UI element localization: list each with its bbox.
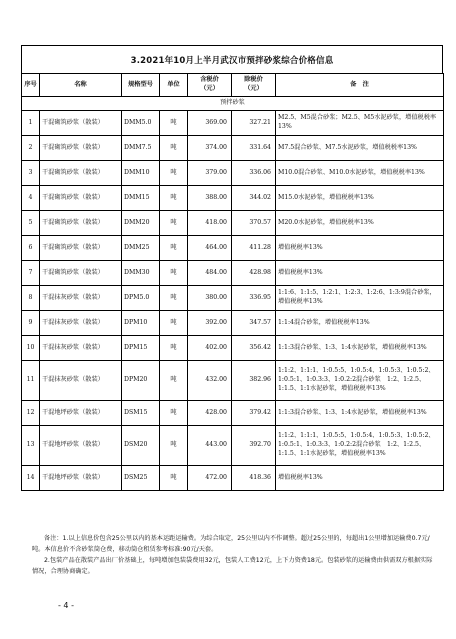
cell-notax-price: 379.42: [232, 401, 276, 426]
cell-tax-price: 388.00: [188, 186, 232, 211]
cell-notax-price: 336.95: [232, 286, 276, 311]
header-name: 名称: [40, 74, 122, 97]
cell-name: 干混地坪砂浆（散装）: [40, 426, 122, 466]
cell-name: 干混抹灰砂浆（散装）: [40, 311, 122, 336]
cell-no: 7: [22, 261, 40, 286]
cell-notax-price: 392.70: [232, 426, 276, 466]
cell-name: 干混地坪砂浆（散装）: [40, 466, 122, 491]
cell-tax-price: 402.00: [188, 336, 232, 361]
cell-unit: 吨: [160, 236, 188, 261]
cell-no: 10: [22, 336, 40, 361]
cell-unit: 吨: [160, 186, 188, 211]
cell-spec: DSM25: [122, 466, 160, 491]
cell-tax-price: 428.00: [188, 401, 232, 426]
table-header-row: [22, 74, 444, 97]
cell-tax-price: 369.00: [188, 111, 232, 136]
header-unit: 单位: [160, 74, 188, 97]
cell-name: 干混砌筑砂浆（散装）: [40, 236, 122, 261]
cell-spec: DPM15: [122, 336, 160, 361]
cell-remark: 增值税税率13%: [276, 236, 444, 261]
cell-spec: DMM30: [122, 261, 160, 286]
table-row: [22, 311, 444, 336]
header-spec: 规格型号: [122, 74, 160, 97]
table-row: [22, 111, 444, 136]
cell-remark: 1:1:2、1:1:1、1:0.5:5、1:0.5:4、1:0.5:3、1:0.5:2、1:0.5:1、1:0.3:3、1:0.2:2混合砂浆 1:2、1:2.5、1:1.5、1:1水泥砂浆，增值税税率13%: [276, 361, 444, 401]
cell-unit: 吨: [160, 361, 188, 401]
cell-name: 干混地坪砂浆（散装）: [40, 401, 122, 426]
cell-name: 干混砌筑砂浆（散装）: [40, 136, 122, 161]
note-2: 2.包装产品在散装产品出厂价基础上，每吨增加包装袋费用32元，包装人工费12元，上下力资费18元。包装砂浆的运输费由供需双方根据实际情况，合理协商确定。: [32, 556, 433, 575]
cell-no: 2: [22, 136, 40, 161]
table-row: [22, 236, 444, 261]
cell-tax-price: 374.00: [188, 136, 232, 161]
cell-no: 14: [22, 466, 40, 491]
cell-spec: DSM15: [122, 401, 160, 426]
cell-notax-price: 418.36: [232, 466, 276, 491]
cell-notax-price: 327.21: [232, 111, 276, 136]
cell-remark: M15.0水泥砂浆，增值税税率13%: [276, 186, 444, 211]
cell-remark: 1:1:2、1:1:1、1:0.5:5、1:0.5:4、1:0.5:3、1:0.5:2、1:0.5:1、1:0.3:3、1:0.2:2混合砂浆 1:2、1:2.5、1:1.5、1:1水泥砂浆，增值税税率13%: [276, 426, 444, 466]
cell-spec: DMM25: [122, 236, 160, 261]
page-number: - 4 -: [58, 601, 74, 610]
cell-name: 干混抹灰砂浆（散装）: [40, 336, 122, 361]
table-row: [22, 336, 444, 361]
cell-remark: 1:1:3混合砂浆、1:3、1:4水泥砂浆，增值税税率13%: [276, 401, 444, 426]
cell-no: 9: [22, 311, 40, 336]
cell-notax-price: 336.06: [232, 161, 276, 186]
cell-notax-price: 356.42: [232, 336, 276, 361]
cell-remark: M10.0混合砂浆、M10.0水泥砂浆，增值税税率13%: [276, 161, 444, 186]
cell-unit: 吨: [160, 466, 188, 491]
cell-remark: 增值税税率13%: [276, 261, 444, 286]
cell-unit: 吨: [160, 286, 188, 311]
cell-name: 干混抹灰砂浆（散装）: [40, 361, 122, 401]
cell-unit: 吨: [160, 336, 188, 361]
cell-remark: M2.5、M5混合砂浆；M2.5、M5水泥砂浆，增值税税率13%: [276, 111, 444, 136]
cell-no: 1: [22, 111, 40, 136]
header-no: 序号: [22, 74, 40, 97]
cell-unit: 吨: [160, 261, 188, 286]
cell-spec: DMM20: [122, 211, 160, 236]
cell-spec: DMM5.0: [122, 111, 160, 136]
cell-spec: DPM10: [122, 311, 160, 336]
header-notax-price: 除税价 （元）: [232, 74, 276, 97]
cell-tax-price: 380.00: [188, 286, 232, 311]
cell-tax-price: 464.00: [188, 236, 232, 261]
cell-unit: 吨: [160, 111, 188, 136]
cell-name: 干混砌筑砂浆（散装）: [40, 186, 122, 211]
cell-tax-price: 432.00: [188, 361, 232, 401]
section-row: [22, 97, 444, 111]
cell-notax-price: 428.98: [232, 261, 276, 286]
table-row: [22, 286, 444, 311]
table-row: [22, 426, 444, 466]
cell-no: 5: [22, 211, 40, 236]
document-title: 3.2021年10月上半月武汉市预拌砂浆综合价格信息: [21, 45, 443, 74]
cell-name: 干混砌筑砂浆（散装）: [40, 111, 122, 136]
cell-no: 11: [22, 361, 40, 401]
cell-spec: DPM5.0: [122, 286, 160, 311]
cell-spec: DMM15: [122, 186, 160, 211]
cell-notax-price: 411.28: [232, 236, 276, 261]
cell-no: 3: [22, 161, 40, 186]
cell-tax-price: 484.00: [188, 261, 232, 286]
cell-notax-price: 382.96: [232, 361, 276, 401]
cell-name: 干混砌筑砂浆（散装）: [40, 161, 122, 186]
cell-tax-price: 392.00: [188, 311, 232, 336]
cell-name: 干混砌筑砂浆（散装）: [40, 261, 122, 286]
cell-unit: 吨: [160, 401, 188, 426]
cell-no: 8: [22, 286, 40, 311]
table-row: [22, 361, 444, 401]
note-1: 备注：1.以上信息价包含25公里以内的基本运距运输费。为综合取定，25公里以内不作调整。超过25公里的，每超出1公里增加运输费0.7元/吨。本信息价不含砂浆筒仓费，移动筒仓租赁参考标准:90元/天套。: [32, 535, 430, 553]
cell-remark: 1:1:3混合砂浆、1:3、1:4水泥砂浆，增值税税率13%: [276, 336, 444, 361]
cell-remark: M7.5混合砂浆、M7.5水泥砂浆，增值税税率13%: [276, 136, 444, 161]
cell-remark: 增值税税率13%: [276, 466, 444, 491]
cell-no: 13: [22, 426, 40, 466]
cell-tax-price: 443.00: [188, 426, 232, 466]
table-row: [22, 401, 444, 426]
cell-unit: 吨: [160, 136, 188, 161]
cell-no: 4: [22, 186, 40, 211]
table-row: [22, 186, 444, 211]
cell-spec: DMM7.5: [122, 136, 160, 161]
cell-tax-price: 418.00: [188, 211, 232, 236]
cell-notax-price: 344.02: [232, 186, 276, 211]
cell-unit: 吨: [160, 161, 188, 186]
table-row: [22, 261, 444, 286]
cell-remark: 1:1:4混合砂浆，增值税税率13%: [276, 311, 444, 336]
cell-tax-price: 379.00: [188, 161, 232, 186]
cell-notax-price: 370.57: [232, 211, 276, 236]
cell-remark: 1:1:6、1:1:5、1:2:1、1:2:3、1:2:6、1:3:9混合砂浆，增值税税率13%: [276, 286, 444, 311]
table-row: [22, 466, 444, 491]
cell-unit: 吨: [160, 311, 188, 336]
cell-no: 12: [22, 401, 40, 426]
cell-remark: M20.0水泥砂浆，增值税税率13%: [276, 211, 444, 236]
price-table: [21, 73, 444, 491]
cell-spec: DSM20: [122, 426, 160, 466]
cell-no: 6: [22, 236, 40, 261]
cell-unit: 吨: [160, 211, 188, 236]
cell-spec: DMM10: [122, 161, 160, 186]
table-row: [22, 211, 444, 236]
table-body: [22, 111, 444, 491]
cell-name: 干混砌筑砂浆（散装）: [40, 211, 122, 236]
cell-name: 干混抹灰砂浆（散装）: [40, 286, 122, 311]
cell-notax-price: 347.57: [232, 311, 276, 336]
section-label: 预拌砂浆: [22, 97, 444, 111]
cell-spec: DPM20: [122, 361, 160, 401]
cell-tax-price: 472.00: [188, 466, 232, 491]
table-row: [22, 161, 444, 186]
table-row: [22, 136, 444, 161]
header-remark: 备 注: [276, 74, 444, 97]
cell-notax-price: 331.64: [232, 136, 276, 161]
header-tax-price: 含税价 （元）: [188, 74, 232, 97]
notes: [32, 534, 437, 577]
cell-unit: 吨: [160, 426, 188, 466]
